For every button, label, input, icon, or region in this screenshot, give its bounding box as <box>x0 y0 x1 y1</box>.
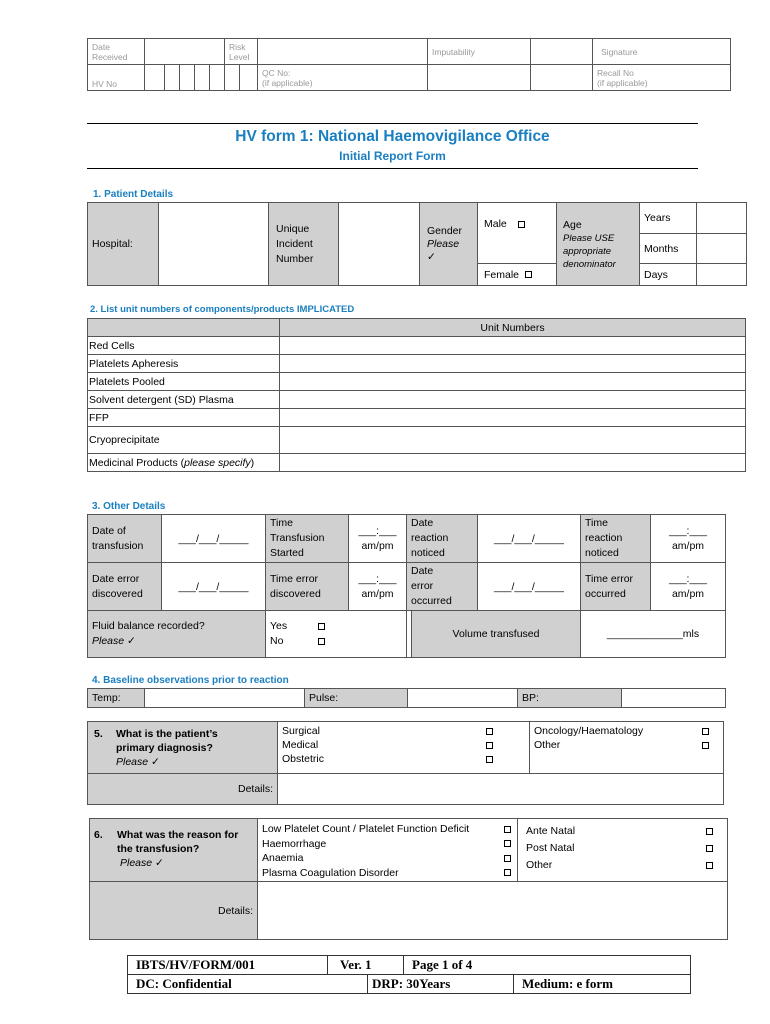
product-label: Cryoprecipitate <box>88 427 280 454</box>
reason-q-line1 <box>94 828 253 842</box>
option-label: Medical <box>282 739 319 751</box>
medicinal-text: Medicinal Products ( <box>89 456 185 469</box>
hv-no-label: HV No <box>88 65 145 91</box>
diagnosis-details-label: Details: <box>88 774 278 805</box>
date-reaction-l2: reaction <box>411 532 449 544</box>
form-number: IBTS/HV/FORM/001 <box>128 956 328 975</box>
hospital-field[interactable] <box>159 203 269 286</box>
unit-numbers-table <box>87 318 746 472</box>
age-note-line3: denominator <box>563 259 616 270</box>
reason-question <box>90 819 258 882</box>
male-label: Male <box>484 218 507 230</box>
months-label: Months <box>640 234 697 264</box>
age-note-line1: Please USE <box>563 233 615 244</box>
product-label: Platelets Apheresis <box>88 355 280 373</box>
time-blank: ___:___ <box>358 524 397 537</box>
gender-label <box>420 203 478 286</box>
qc-no-sub: (if applicable) <box>262 77 313 88</box>
checkbox[interactable] <box>504 869 511 876</box>
unit-number-field[interactable] <box>280 355 746 373</box>
date-reaction-l1: Date <box>411 517 434 529</box>
time-transfusion-l2: Transfusion <box>270 532 325 544</box>
date-transfusion-l1: Date of <box>92 524 126 537</box>
qc-no-field-2[interactable] <box>531 65 593 91</box>
age-text: Age <box>563 219 582 231</box>
time-reaction-l3: noticed <box>585 547 619 559</box>
document-control-footer <box>127 955 691 994</box>
date-transfusion-label <box>88 515 162 563</box>
diagnosis-option-surgical[interactable] <box>282 724 525 738</box>
ampm-text: am/pm <box>671 539 705 552</box>
diagnosis-table <box>87 721 724 805</box>
section-1-heading: 1. Patient Details <box>93 189 174 200</box>
reason-option-other[interactable] <box>526 857 723 874</box>
fluid-balance-text: Fluid balance recorded? <box>92 620 205 632</box>
unique-incident-label <box>269 203 339 286</box>
date-reaction-l3: noticed <box>411 547 445 559</box>
fluid-yes-option[interactable] <box>270 619 402 634</box>
date-err-occ-l3: occurred <box>411 595 452 607</box>
reason-options-right <box>518 819 728 882</box>
ampm-text: am/pm <box>361 539 394 552</box>
volume-label: Volume transfused <box>411 611 580 657</box>
option-label: Low Platelet Count / Platelet Function Deficit <box>262 823 470 835</box>
checkbox[interactable] <box>706 828 713 835</box>
title-rule-bottom <box>87 168 698 169</box>
checkbox[interactable] <box>486 728 493 735</box>
reason-option-platelet[interactable] <box>262 822 515 837</box>
page-title: HV form 1: National Haemovigilance Office <box>235 128 550 145</box>
diagnosis-option-oncology[interactable] <box>534 724 719 738</box>
reason-please: Please ✓ <box>120 857 164 869</box>
pulse-field[interactable] <box>408 689 518 708</box>
time-transfusion-label <box>266 515 349 563</box>
option-label: Other <box>534 739 561 751</box>
no-checkbox[interactable] <box>318 638 325 645</box>
volume-field[interactable]: _____________mls <box>581 611 726 658</box>
product-label: Solvent detergent (SD) Plasma <box>88 391 280 409</box>
unit-number-field[interactable] <box>280 454 746 472</box>
fluid-balance-label <box>88 611 266 658</box>
imputability-field[interactable] <box>531 39 593 65</box>
incident-text: Incident <box>276 237 313 250</box>
days-label: Days <box>640 264 697 286</box>
reason-option-anaemia[interactable] <box>262 851 515 866</box>
time-error-occurred-label <box>581 563 651 611</box>
age-label <box>557 203 640 286</box>
date-error-occurred-label <box>407 563 478 611</box>
qc-no-field[interactable] <box>428 65 531 91</box>
section-4-heading: 4. Baseline observations prior to reaction <box>92 675 289 686</box>
checkbox[interactable] <box>486 742 493 749</box>
date-error-occurred-field[interactable]: ___/___/_____ <box>478 563 581 611</box>
reason-details-label: Details: <box>90 882 258 940</box>
option-label: Plasma Coagulation Disorder <box>262 866 399 879</box>
hv-no-digit[interactable] <box>165 65 180 91</box>
checkbox[interactable] <box>706 862 713 869</box>
time-error-l1: Time error <box>270 572 319 585</box>
fluid-balance-options <box>266 611 407 658</box>
time-error-discovered-field[interactable] <box>349 563 407 611</box>
time-reaction-l2: reaction <box>585 532 623 544</box>
product-label-medicinal <box>88 454 280 472</box>
unit-number-field[interactable] <box>280 373 746 391</box>
signature-label: Signature <box>593 39 731 65</box>
diagnosis-question <box>88 722 278 774</box>
patient-details-table <box>87 202 747 286</box>
medicinal-italic: please specify <box>184 456 251 469</box>
checkbox[interactable] <box>504 855 511 862</box>
fluid-no-option[interactable] <box>270 634 402 649</box>
female-checkbox[interactable] <box>525 271 532 278</box>
reason-option-ante-natal[interactable] <box>526 823 723 840</box>
hv-no-digit[interactable] <box>210 65 225 91</box>
age-note <box>563 232 635 245</box>
hv-no-digit[interactable] <box>180 65 195 91</box>
bp-label: BP: <box>518 689 622 708</box>
hv-no-digit[interactable] <box>145 65 165 91</box>
title-rule-top <box>87 123 698 124</box>
section-3-heading: 3. Other Details <box>92 501 166 512</box>
reason-option-plasma[interactable] <box>262 866 515 881</box>
date-error-discovered-label <box>88 563 162 611</box>
gender-text: Gender <box>427 224 463 237</box>
product-label: Platelets Pooled <box>88 373 280 391</box>
unique-text: Unique <box>276 222 310 235</box>
checkbox[interactable] <box>706 845 713 852</box>
fluid-please: Please ✓ <box>92 635 136 647</box>
risk-level-label: Risk Level <box>225 39 258 65</box>
medicinal-close: ) <box>250 456 255 469</box>
months-field[interactable] <box>697 234 747 264</box>
yes-checkbox[interactable] <box>318 623 325 630</box>
hv-no-digit[interactable] <box>225 65 240 91</box>
time-err-occ-l2: occurred <box>585 587 626 600</box>
q6-text-1: What was the reason for <box>117 829 239 841</box>
ampm-text: am/pm <box>361 587 394 600</box>
q6-number: 6. <box>94 829 103 841</box>
page-subtitle: Initial Report Form <box>339 149 446 163</box>
time-transfusion-l3: Started <box>270 547 304 559</box>
admin-header-table <box>87 38 731 91</box>
time-error-discovered-label <box>266 563 349 611</box>
option-label: Haemorrhage <box>262 837 327 850</box>
drp: DRP: 30Years <box>368 975 514 994</box>
time-transfusion-field[interactable] <box>349 515 407 563</box>
time-blank: ___:___ <box>669 572 707 585</box>
reason-option-haemorrhage[interactable] <box>262 837 515 852</box>
time-err-occ-l1: Time error <box>585 572 634 585</box>
qc-no-label <box>258 65 428 91</box>
diagnosis-option-other[interactable] <box>534 738 719 752</box>
checkbox[interactable] <box>504 840 511 847</box>
recall-no-sub: (if applicable) <box>597 77 648 88</box>
reason-options-left <box>258 819 518 882</box>
medium: Medium: e form <box>514 975 691 994</box>
baseline-table <box>87 688 726 708</box>
time-blank: ___:___ <box>669 524 707 537</box>
temp-field[interactable] <box>145 689 305 708</box>
time-error-occurred-field[interactable] <box>651 563 726 611</box>
date-error-l2: discovered <box>92 587 143 600</box>
tick-icon: ✓ <box>427 250 436 263</box>
unique-incident-field[interactable] <box>339 203 420 286</box>
version: Ver. 1 <box>328 956 404 975</box>
checkbox[interactable] <box>702 728 709 735</box>
unit-table-corner <box>88 319 280 337</box>
dc-confidential: DC: Confidential <box>128 975 368 994</box>
diagnosis-options-left <box>278 722 530 774</box>
pulse-label: Pulse: <box>305 689 408 708</box>
risk-level-field[interactable] <box>258 39 428 65</box>
temp-label: Temp: <box>88 689 145 708</box>
yes-label: Yes <box>270 620 288 632</box>
option-label: Ante Natal <box>526 825 576 837</box>
recall-no-label <box>593 65 731 91</box>
time-reaction-label <box>581 515 651 563</box>
page-number: Page 1 of 4 <box>404 956 691 975</box>
diagnosis-option-obstetric[interactable] <box>282 752 525 766</box>
q5-text-1: What is the patient’s <box>116 728 218 740</box>
date-transfusion-l2: transfusion <box>92 539 144 552</box>
date-reaction-field[interactable]: ___/___/_____ <box>478 515 581 563</box>
male-checkbox[interactable] <box>518 221 525 228</box>
female-option[interactable] <box>478 264 557 286</box>
years-field[interactable] <box>697 203 747 234</box>
time-reaction-l1: Time <box>585 517 608 529</box>
no-label: No <box>270 635 284 647</box>
product-label: Red Cells <box>88 337 280 355</box>
date-error-l1: Date error <box>92 572 140 585</box>
time-reaction-field[interactable] <box>651 515 726 563</box>
female-label: Female <box>484 268 520 281</box>
reason-q-line2: the transfusion? <box>117 843 200 855</box>
reason-table <box>89 818 728 940</box>
gender-please: Please <box>427 237 460 250</box>
hv-no-digit[interactable] <box>195 65 210 91</box>
diagnosis-q-line1 <box>94 727 273 741</box>
days-field[interactable] <box>697 264 747 286</box>
unit-numbers-header: Unit Numbers <box>280 319 746 337</box>
date-received-label: Date Received <box>88 39 145 65</box>
years-label: Years <box>640 203 697 234</box>
section-2-heading: 2. List unit numbers of components/products IMPLICATED <box>90 304 355 315</box>
option-label: Other <box>526 859 553 871</box>
number-text: Number <box>276 252 314 265</box>
reason-option-post-natal[interactable] <box>526 840 723 857</box>
date-error-discovered-field[interactable]: ___/___/_____ <box>162 563 266 611</box>
option-label: Obstetric <box>282 753 325 765</box>
q5-number: 5. <box>94 728 103 740</box>
diagnosis-details-field[interactable] <box>278 774 724 805</box>
imputability-label: Imputability <box>428 39 531 65</box>
date-received-field[interactable] <box>145 39 225 65</box>
other-details-table <box>87 514 726 658</box>
time-blank: ___:___ <box>358 572 397 585</box>
option-label: Oncology/Haematology <box>534 725 644 737</box>
qc-no-text: QC No: <box>262 67 291 78</box>
option-label: Post Natal <box>526 842 575 854</box>
recall-no-text: Recall No <box>597 67 634 78</box>
unit-number-field[interactable] <box>280 391 746 409</box>
date-reaction-label <box>407 515 478 563</box>
date-err-occ-l2: error <box>411 580 434 592</box>
volume-cell <box>407 611 581 658</box>
unit-number-field[interactable] <box>280 337 746 355</box>
diagnosis-options-right <box>530 722 724 774</box>
date-err-occ-l1: Date <box>411 565 434 577</box>
unit-number-field[interactable] <box>280 409 746 427</box>
reason-details-field[interactable] <box>258 882 728 940</box>
checkbox[interactable] <box>486 756 493 763</box>
option-label: Surgical <box>282 725 320 737</box>
hospital-label: Hospital: <box>88 203 159 286</box>
time-error-l2: discovered <box>270 587 321 600</box>
checkbox[interactable] <box>504 826 511 833</box>
ampm-text: am/pm <box>671 587 705 600</box>
date-transfusion-field[interactable]: ___/___/_____ <box>162 515 266 563</box>
option-label: Anaemia <box>262 852 304 864</box>
bp-field[interactable] <box>622 689 726 708</box>
age-note-line2: appropriate <box>563 246 612 257</box>
male-option[interactable] <box>478 203 557 264</box>
diagnosis-please: Please ✓ <box>116 756 160 768</box>
diagnosis-q-line2: primary diagnosis? <box>116 742 213 754</box>
diagnosis-option-medical[interactable] <box>282 738 525 752</box>
product-label: FFP <box>88 409 280 427</box>
time-transfusion-l1: Time <box>270 517 293 529</box>
checkbox[interactable] <box>702 742 709 749</box>
unit-number-field[interactable] <box>280 427 746 454</box>
hv-no-digit[interactable] <box>240 65 258 91</box>
